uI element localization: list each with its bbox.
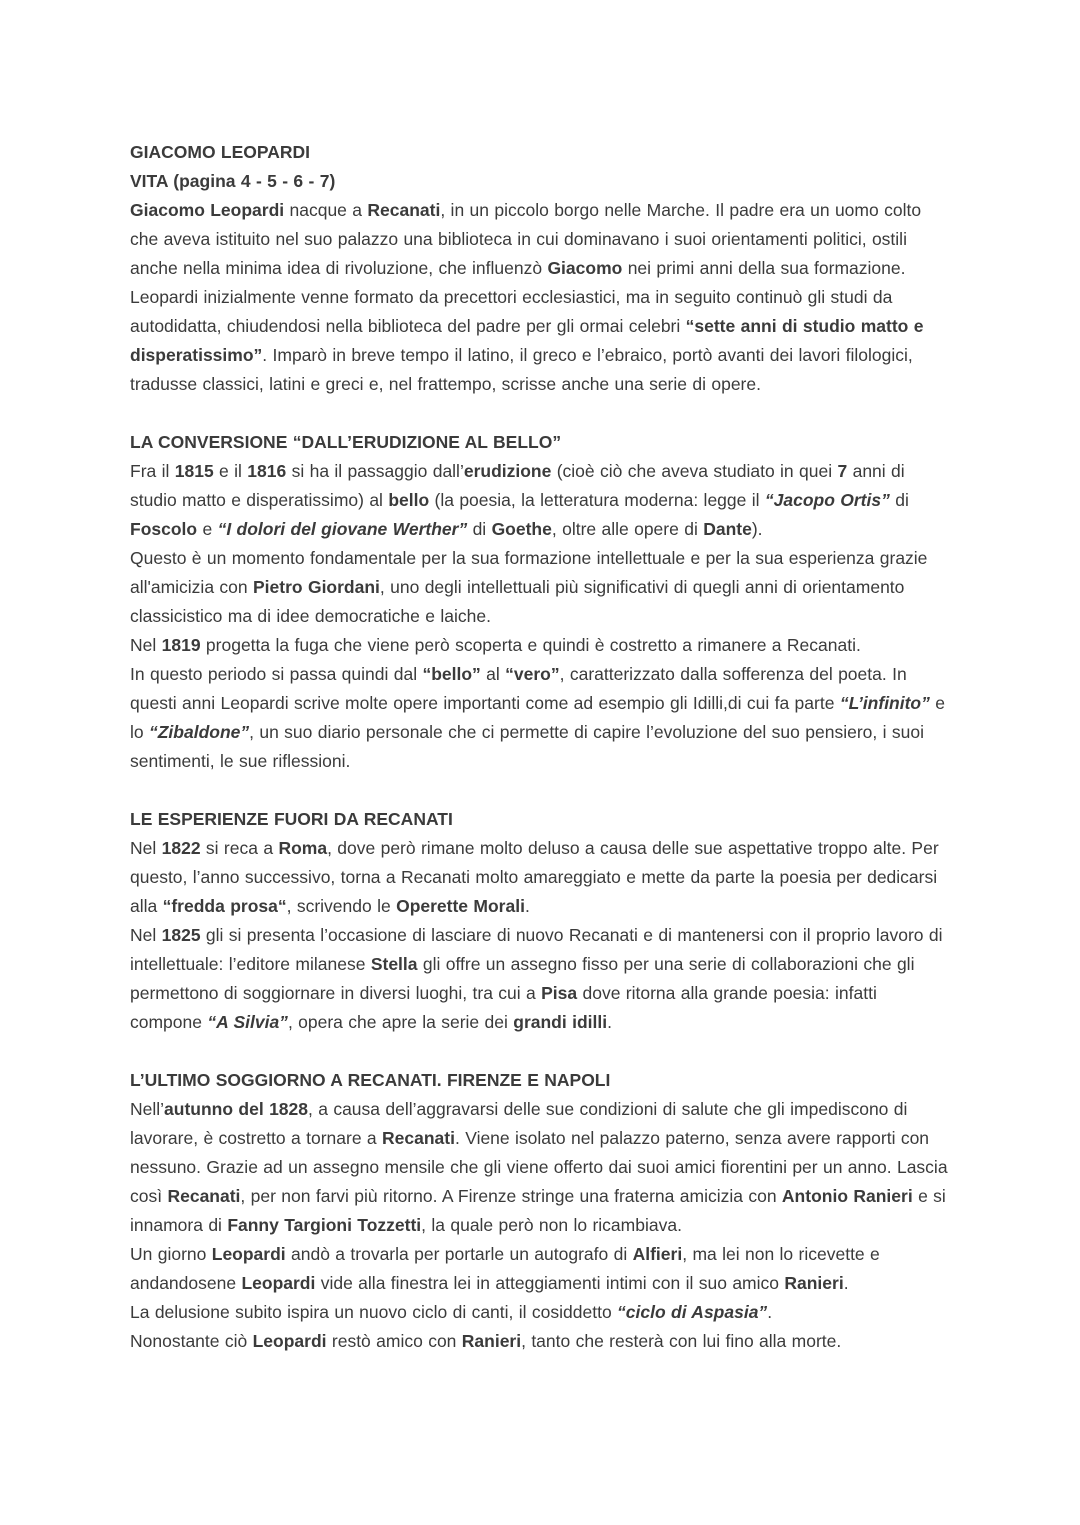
text-run: si reca a <box>200 838 279 858</box>
text-run: “fredda prosa“ <box>162 896 287 916</box>
section-heading <box>130 805 950 834</box>
text-run: . <box>607 1012 612 1032</box>
text-run: 1822 <box>161 838 201 858</box>
text-run: 7 <box>837 461 848 481</box>
text-run: (la poesia, la letteratura moderna: legge il <box>429 490 765 510</box>
text-run: , oltre alle opere di <box>551 519 704 539</box>
text-run: Leopardi <box>211 1244 286 1264</box>
text-run: Nonostante ciò <box>130 1331 253 1351</box>
text-run: dove ritorna alla grande poesia: infatti compone <box>130 983 877 1032</box>
body-paragraph <box>130 196 950 399</box>
text-run: 1825 <box>161 925 201 945</box>
text-run: Recanati <box>367 200 441 220</box>
text-run: erudizione <box>463 461 552 481</box>
text-run: Roma <box>278 838 328 858</box>
text-run: 1816 <box>247 461 287 481</box>
text-run: , per non farvi più ritorno. A Firenze stringe una fraterna amicizia con <box>240 1186 782 1206</box>
body-paragraph <box>130 544 950 631</box>
text-run: Leopardi <box>241 1273 316 1293</box>
section-heading <box>130 428 950 457</box>
text-run: Pisa <box>541 983 578 1003</box>
paragraph-spacer <box>130 399 950 428</box>
body-paragraph <box>130 1240 950 1298</box>
text-run: “A Silvia” <box>207 1012 288 1032</box>
text-run: nacque a <box>284 200 368 220</box>
body-paragraph <box>130 1095 950 1240</box>
body-paragraph <box>130 457 950 544</box>
text-run: “bello” <box>422 664 481 684</box>
text-run: Dante <box>703 519 752 539</box>
text-run: Leopardi <box>252 1331 327 1351</box>
text-run: . Viene isolato nel palazzo paterno, senza avere rapporti con nessuno. Grazie ad un assegno mensile che gli viene offerto dai suoi amici fiorentini per un anno. Lascia così <box>130 1128 948 1206</box>
text-run: nei primi anni della sua formazione. Leopardi inizialmente venne formato da precettori ecclesiastici, ma in seguito continuò gli studi da autodidatta, chiudendosi nella biblioteca del padre per gli ormai celebri <box>130 258 906 336</box>
text-run: 1815 <box>174 461 214 481</box>
text-run: In questo periodo si passa quindi dal <box>130 664 423 684</box>
text-run: VITA (pagina 4 - 5 - 6 - 7) <box>130 171 336 191</box>
text-run: al <box>480 664 506 684</box>
text-run: . <box>843 1273 849 1293</box>
text-run: “I dolori del giovane Werther” <box>217 519 468 539</box>
text-run: Questo è un momento fondamentale per la sua formazione intellettuale e per la sua esperienza grazie all'amicizia con <box>130 548 928 597</box>
text-run: e il <box>213 461 248 481</box>
text-run: “Zibaldone” <box>148 722 250 742</box>
text-run: , la quale però non lo ricambiava. <box>421 1215 682 1235</box>
text-run: , ma lei non lo ricevette e andandosene <box>130 1244 880 1293</box>
text-run: “vero” <box>505 664 560 684</box>
text-run: “sette anni di studio matto e disperatissimo” <box>130 316 924 365</box>
text-run: , uno degli intellettuali più significativi di quegli anni di orientamento classicistico ma di idee democratiche e laiche. <box>130 577 905 626</box>
text-run: Un giorno <box>130 1244 212 1264</box>
text-run: Foscolo <box>130 519 198 539</box>
text-run: , un suo diario personale che ci permette di capire l’evoluzione del suo pensiero, i suoi sentimenti, le sue riflessioni. <box>130 722 924 771</box>
paragraph-spacer <box>130 776 950 805</box>
text-run: grandi idilli <box>513 1012 608 1032</box>
text-run: Goethe <box>491 519 552 539</box>
text-run: progetta la fuga che viene però scoperta e quindi è costretto a rimanere a Recanati. <box>200 635 861 655</box>
text-run: di <box>467 519 492 539</box>
text-run: GIACOMO LEOPARDI <box>130 142 311 162</box>
text-run: andò a trovarla per portarle un autografo di <box>285 1244 633 1264</box>
text-run: , in un piccolo borgo nelle Marche. Il padre era un uomo colto che aveva istituito nel suo palazzo una biblioteca in cui dominavano i suoi orientamenti politici, ostili anche nella minima idea di rivoluzione, che influenzò <box>130 200 922 278</box>
text-run: Fanny Targioni Tozzetti <box>227 1215 422 1235</box>
text-run: Nel <box>130 635 162 655</box>
body-paragraph <box>130 921 950 1037</box>
text-run: “ciclo di Aspasia” <box>617 1302 768 1322</box>
text-run: gli offre un assegno fisso per una serie di collaborazioni che gli permettono di soggiornare in diversi luoghi, tra cui a <box>130 954 915 1003</box>
text-run: Ranieri <box>461 1331 522 1351</box>
text-run: Operette Morali <box>396 896 525 916</box>
text-run: Stella <box>370 954 418 974</box>
section-heading <box>130 1066 950 1095</box>
text-run: Nel <box>130 838 162 858</box>
text-run: , a causa dell’aggravarsi delle sue condizioni di salute che gli impediscono di lavorare, è costretto a tornare a <box>130 1099 908 1148</box>
paragraph-spacer <box>130 1037 950 1066</box>
text-run: “Jacopo Ortis” <box>764 490 890 510</box>
text-run: e si innamora di <box>130 1186 946 1235</box>
text-run: Alfieri <box>632 1244 683 1264</box>
text-run: Pietro Giordani <box>253 577 380 597</box>
body-paragraph <box>130 660 950 776</box>
text-run: e lo <box>130 693 945 742</box>
text-run: La delusione subito ispira un nuovo ciclo di canti, il cosiddetto <box>130 1302 618 1322</box>
text-run: Recanati <box>167 1186 241 1206</box>
text-run: “L’infinito” <box>839 693 930 713</box>
text-run: , caratterizzato dalla sofferenza del poeta. In questi anni Leopardi scrive molte opere importanti come ad esempio gli Idilli,di cui fa parte <box>130 664 907 713</box>
text-run: (cioè ciò che aveva studiato in quei <box>551 461 838 481</box>
section-heading <box>130 167 950 196</box>
text-run: restò amico con <box>326 1331 462 1351</box>
body-paragraph <box>130 1327 950 1356</box>
text-run: gli si presenta l’occasione di lasciare di nuovo Recanati e di mantenersi con il proprio lavoro di intellettuale: l’editore milanese <box>130 925 943 974</box>
text-run: LA CONVERSIONE “DALL’ERUDIZIONE AL BELLO” <box>130 432 562 452</box>
text-run: Nell’ <box>130 1099 165 1119</box>
text-run: 1819 <box>161 635 201 655</box>
body-paragraph <box>130 834 950 921</box>
text-run: autunno del 1828 <box>164 1099 308 1119</box>
text-run: bello <box>388 490 430 510</box>
text-run: ). <box>751 519 763 539</box>
text-run: e <box>197 519 218 539</box>
text-run: di <box>889 490 909 510</box>
text-run: Antonio Ranieri <box>781 1186 913 1206</box>
text-run: anni di studio matto e disperatissimo) al <box>130 461 905 510</box>
text-run: si ha il passaggio dall’ <box>286 461 464 481</box>
text-run: Giacomo Leopardi <box>130 200 285 220</box>
body-paragraph <box>130 1298 950 1327</box>
text-run: vide alla finestra lei in atteggiamenti intimi con il suo amico <box>315 1273 785 1293</box>
text-run: Nel <box>130 925 162 945</box>
text-run: . <box>767 1302 773 1322</box>
text-run: . <box>524 896 530 916</box>
text-run: Recanati <box>382 1128 455 1148</box>
text-run: LE ESPERIENZE FUORI DA RECANATI <box>130 809 453 829</box>
section-heading <box>130 138 950 167</box>
text-run: L’ULTIMO SOGGIORNO A RECANATI. FIRENZE E NAPOLI <box>130 1070 611 1090</box>
text-run: . Imparò in breve tempo il latino, il greco e l’ebraico, portò avanti dei lavori filologici, tradusse classici, latini e greci e, nel frattempo, scrisse anche una serie di opere. <box>130 345 913 394</box>
text-run: Fra il <box>130 461 175 481</box>
body-paragraph <box>130 631 950 660</box>
text-run: , scrivendo le <box>286 896 397 916</box>
text-run: Giacomo <box>547 258 623 278</box>
text-run: , tanto che resterà con lui fino alla morte. <box>521 1331 842 1351</box>
text-run: , opera che apre la serie dei <box>287 1012 514 1032</box>
text-run: , dove però rimane molto deluso a causa delle sue aspettative troppo alte. Per questo, l’anno successivo, torna a Recanati molto amareggiato e mette da parte la poesia per dedicarsi alla <box>130 838 939 916</box>
text-run: Ranieri <box>784 1273 844 1293</box>
